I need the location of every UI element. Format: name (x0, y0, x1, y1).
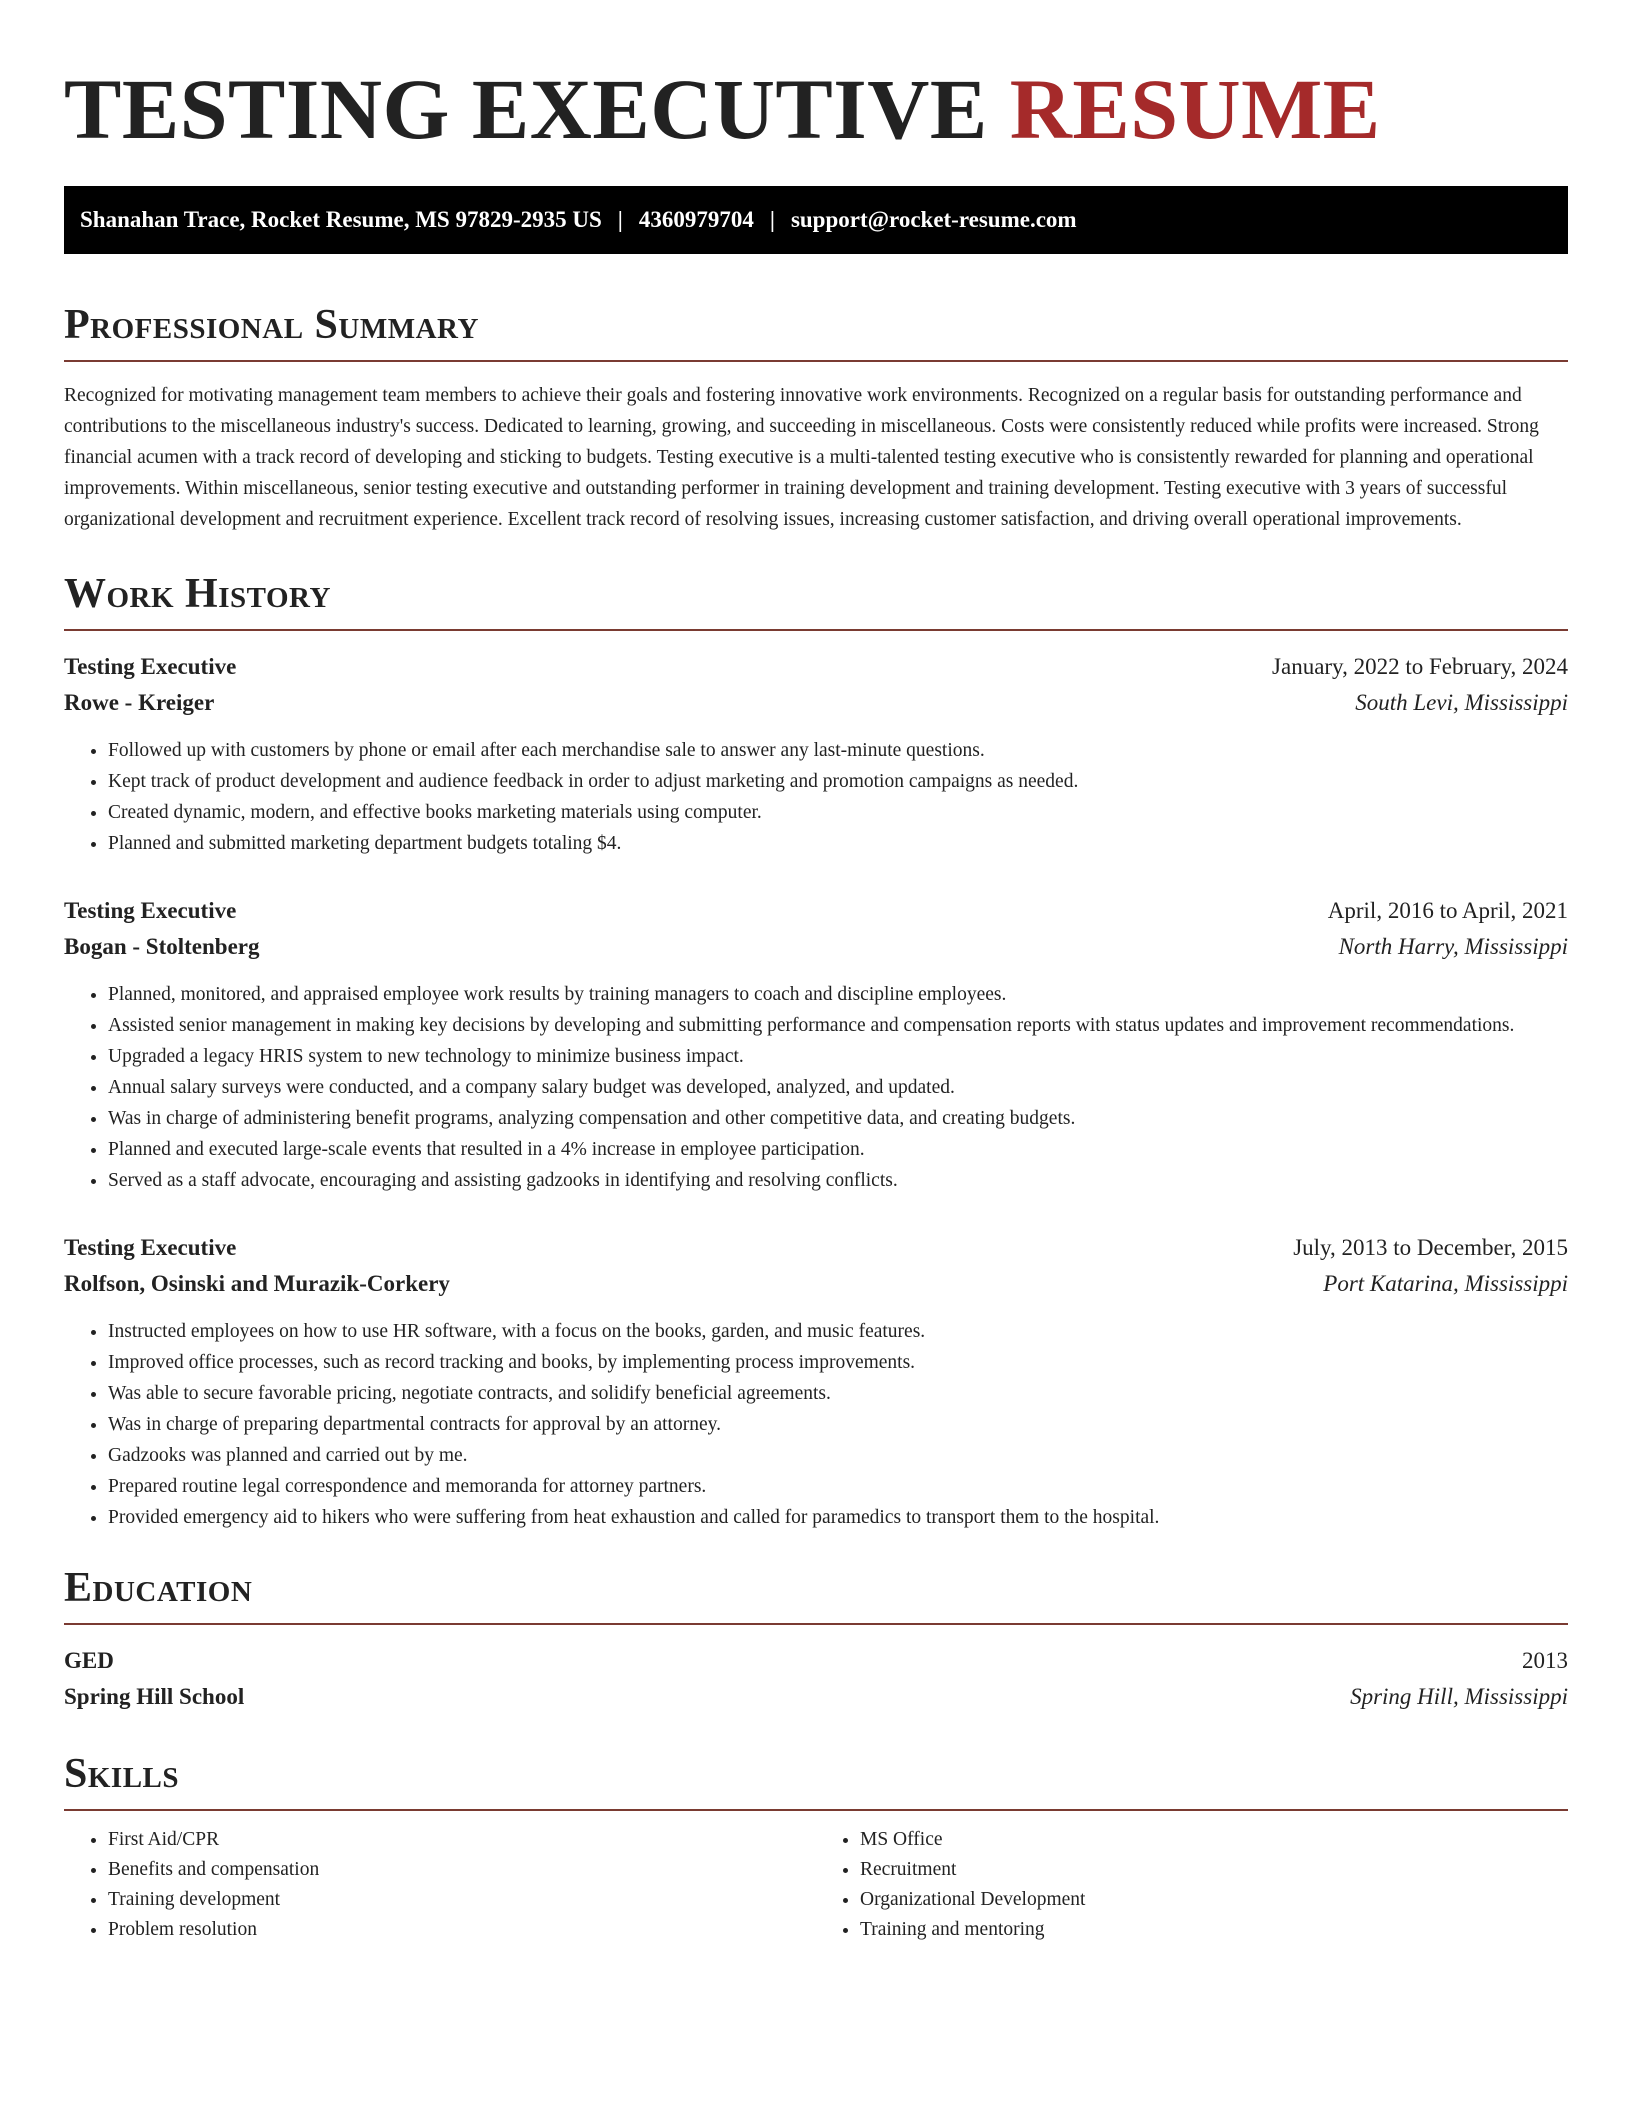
education-entry (64, 1643, 1568, 1715)
job-company: Rolfson, Osinski and Murazik-Corkery (64, 1271, 450, 1296)
job-bullets (64, 735, 1568, 859)
job-company-row (64, 1266, 1568, 1302)
list-item: • Provided emergency aid to hikers who were suffering from heat exhaustion and called for paramedics to transport them to the hospital. (108, 1502, 1568, 1533)
list-item: • Kept track of product development and audience feedback in order to adjust marketing and promotion campaigns as needed. (108, 766, 1568, 797)
skill-item: • Training development (108, 1885, 816, 1915)
job-entry (64, 1230, 1568, 1533)
section-heading-education: Education (64, 1567, 1568, 1625)
list-item: • Annual salary surveys were conducted, and a company salary budget was developed, analyzed, and updated. (108, 1072, 1568, 1103)
list-item: • Planned and executed large-scale events that resulted in a 4% increase in employee participation. (108, 1134, 1568, 1165)
job-company: Bogan - Stoltenberg (64, 934, 260, 959)
list-item: • Upgraded a legacy HRIS system to new technology to minimize business impact. (108, 1041, 1568, 1072)
skill-item: • First Aid/CPR (108, 1825, 816, 1855)
section-heading-work: Work History (64, 573, 1568, 631)
section-heading-skills: Skills (64, 1753, 1568, 1811)
list-item: • Was in charge of preparing departmental contracts for approval by an attorney. (108, 1409, 1568, 1440)
work-history-section (64, 573, 1568, 1533)
list-item: • Created dynamic, modern, and effective books marketing materials using computer. (108, 797, 1568, 828)
job-title: Testing Executive (64, 654, 237, 679)
skills-left-column (64, 1825, 816, 1945)
list-item: • Gadzooks was planned and carried out by me. (108, 1440, 1568, 1471)
list-item: • Assisted senior management in making key decisions by developing and submitting performance and compensation reports with status updates and improvement recommendations. (108, 1010, 1568, 1041)
job-dates: July, 2013 to December, 2015 (1293, 1235, 1568, 1260)
job-bullets (64, 979, 1568, 1196)
summary-section (64, 304, 1568, 535)
list-item: • Instructed employees on how to use HR software, with a focus on the books, garden, and music features. (108, 1316, 1568, 1347)
job-header-row (64, 1230, 1568, 1266)
job-title: Testing Executive (64, 1235, 237, 1260)
job-location: North Harry, Mississippi (1338, 934, 1568, 959)
skill-item: • Problem resolution (108, 1915, 816, 1945)
list-item: • Was in charge of administering benefit programs, analyzing compensation and other competitive data, and creating budgets. (108, 1103, 1568, 1134)
job-company-row (64, 685, 1568, 721)
education-school: Spring Hill School (64, 1684, 245, 1709)
title-accent: RESUME (1009, 61, 1381, 157)
job-location: South Levi, Mississippi (1355, 690, 1568, 715)
list-item: • Planned and submitted marketing department budgets totaling $4. (108, 828, 1568, 859)
education-degree: GED (64, 1648, 114, 1673)
skills-section (64, 1753, 1568, 1945)
summary-text: Recognized for motivating management team members to achieve their goals and fostering innovative work environments. Recognized on a regular basis for outstanding performance and contributions to the miscellaneous industry's success. Dedicated to learning, growing, and succeeding in miscellaneous. Costs were consistently reduced while profits were increased. Strong financial acumen with a track record of developing and sticking to budgets. Testing executive is a multi-talented testing executive who is consistently rewarded for planning and operational improvements. Within miscellaneous, senior testing executive and outstanding performer in training development and training development. Testing executive with 3 years of successful organizational development and recruitment experience. Excellent track record of resolving issues, increasing customer satisfaction, and driving overall operational improvements. (64, 385, 1539, 530)
skills-right-column (816, 1825, 1568, 1945)
contact-bar (64, 186, 1568, 254)
job-header-row (64, 649, 1568, 685)
job-entry (64, 893, 1568, 1196)
skills-columns (64, 1825, 1568, 1945)
list-item: • Prepared routine legal correspondence and memoranda for attorney partners. (108, 1471, 1568, 1502)
job-company-row (64, 929, 1568, 965)
education-school-row (64, 1679, 1568, 1715)
resume-title (64, 61, 1568, 157)
job-entry (64, 649, 1568, 859)
list-item: • Served as a staff advocate, encouraging and assisting gadzooks in identifying and resolving conflicts. (108, 1165, 1568, 1196)
list-item: • Planned, monitored, and appraised employee work results by training managers to coach and discipline employees. (108, 979, 1568, 1010)
skill-item: • Training and mentoring (860, 1915, 1568, 1945)
title-main: TESTING EXECUTIVE (64, 61, 988, 157)
section-heading-summary: Professional Summary (64, 304, 1568, 362)
education-year: 2013 (1522, 1648, 1568, 1673)
contact-separator: | (769, 207, 775, 232)
job-dates: January, 2022 to February, 2024 (1272, 654, 1568, 679)
list-item: • Followed up with customers by phone or email after each merchandise sale to answer any last-minute questions. (108, 735, 1568, 766)
job-company: Rowe - Kreiger (64, 690, 215, 715)
job-location: Port Katarina, Mississippi (1323, 1271, 1568, 1296)
skill-item: • Organizational Development (860, 1885, 1568, 1915)
contact-separator: | (617, 207, 623, 232)
list-item: • Improved office processes, such as record tracking and books, by implementing process improvements. (108, 1347, 1568, 1378)
education-header-row (64, 1643, 1568, 1679)
list-item: • Was able to secure favorable pricing, negotiate contracts, and solidify beneficial agreements. (108, 1378, 1568, 1409)
contact-phone: 4360979704 (638, 207, 754, 232)
contact-email: support@rocket-resume.com (790, 207, 1077, 232)
job-header-row (64, 893, 1568, 929)
skill-item: • Recruitment (860, 1855, 1568, 1885)
job-bullets (64, 1316, 1568, 1533)
job-title: Testing Executive (64, 898, 237, 923)
education-section (64, 1567, 1568, 1715)
job-dates: April, 2016 to April, 2021 (1327, 898, 1568, 923)
education-location: Spring Hill, Mississippi (1350, 1684, 1568, 1709)
skill-item: • MS Office (860, 1825, 1568, 1855)
skill-item: • Benefits and compensation (108, 1855, 816, 1885)
contact-address: Shanahan Trace, Rocket Resume, MS 97829-2935 US (80, 207, 602, 232)
